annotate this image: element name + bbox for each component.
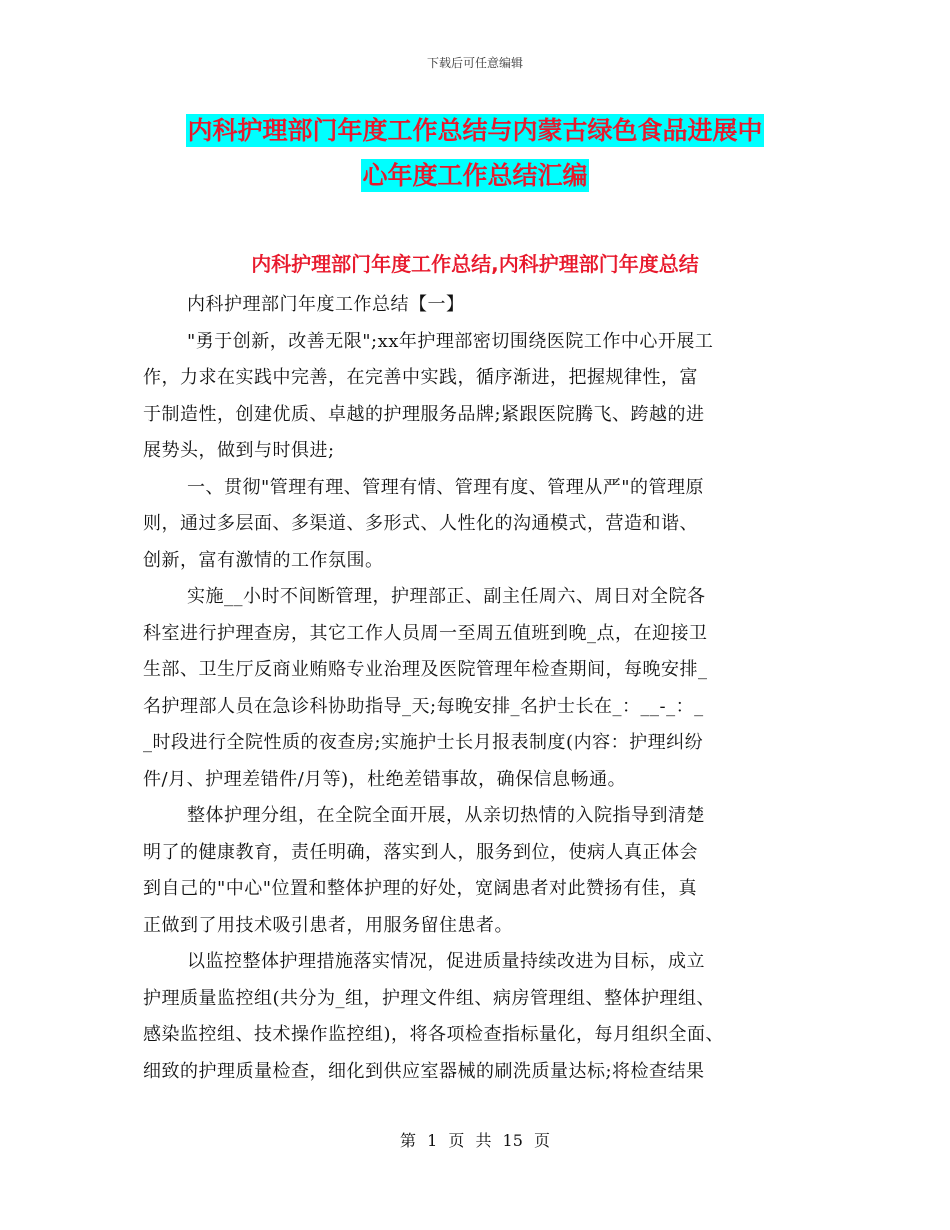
document-title-line-1: 内科护理部门年度工作总结与内蒙古绿色食品进展中 — [187, 116, 763, 145]
body-line: 件/月、护理差错件/月等)，杜绝差错事故，确保信息畅通。 — [143, 768, 627, 790]
body-line: 感染监控组、技术操作监控组)，将各项检查指标量化，每月组织全面、 — [143, 1024, 725, 1045]
page-number-footer: 第 1 页 共 15 页 — [400, 1131, 550, 1150]
body-line: 则，通过多层面、多渠道、多形式、人性化的沟通模式，营造和谐、 — [143, 513, 698, 534]
body-line: 明了的健康教育，责任明确，落实到人，服务到位，使病人真正体会 — [143, 841, 698, 863]
body-line: 以监控整体护理措施落实情况，促进质量持续改进为目标，成立 — [187, 951, 705, 972]
body-line: 名护理部人员在急诊科协助指导_天;每晚安排_名护士长在_：__-_：_ — [143, 695, 704, 717]
document-body — [143, 287, 815, 1090]
body-line: 正做到了用技术吸引患者，用服务留住患者。 — [143, 914, 513, 936]
body-line: 生部、卫生厅反商业贿赂专业治理及医院管理年检查期间，每晚安排_ — [143, 659, 708, 680]
body-line: 到自己的"中心"位置和整体护理的好处，宽阔患者对此赞扬有佳，真 — [143, 878, 698, 899]
body-line: 护理质量监控组(共分为_组，护理文件组、病房管理组、整体护理组、 — [143, 987, 716, 1009]
body-line: 创新，富有激情的工作氛围。 — [143, 549, 384, 571]
header-note: 下载后可任意编辑 — [426, 56, 523, 70]
body-line: 一、贯彻"管理有理、管理有情、管理有度、管理从严"的管理原 — [187, 476, 705, 498]
section-subtitle: 内科护理部门年度工作总结,内科护理部门年度总结 — [251, 252, 699, 276]
body-line: 实施__小时不间断管理，护理部正、副主任周六、周日对全院各 — [187, 586, 706, 607]
body-line: "勇于创新，改善无限";xx年护理部密切围绕医院工作中心开展工 — [187, 330, 714, 352]
body-line: 作，力求在实践中完善，在完善中实践，循序渐进，把握规律性，富 — [143, 367, 698, 388]
body-line: 科室进行护理查房，其它工作人员周一至周五值班到晚_点，在迎接卫 — [143, 622, 708, 644]
document-title — [0, 108, 950, 198]
document-title-line-2: 心年度工作总结汇编 — [362, 161, 588, 190]
body-line: 整体护理分组，在全院全面开展，从亲切热情的入院指导到清楚 — [187, 805, 705, 826]
body-line: _时段进行全院性质的夜查房;实施护士长月报表制度(内容：护理纠纷 — [143, 732, 704, 753]
body-line: 展势头，做到与时俱进; — [143, 440, 335, 461]
body-line: 内科护理部门年度工作总结【一】 — [187, 294, 465, 315]
body-line: 于制造性，创建优质、卓越的护理服务品牌;紧跟医院腾飞、跨越的进 — [143, 403, 705, 425]
body-line: 细致的护理质量检查，细化到供应室器械的刷洗质量达标;将检查结果 — [143, 1060, 705, 1082]
